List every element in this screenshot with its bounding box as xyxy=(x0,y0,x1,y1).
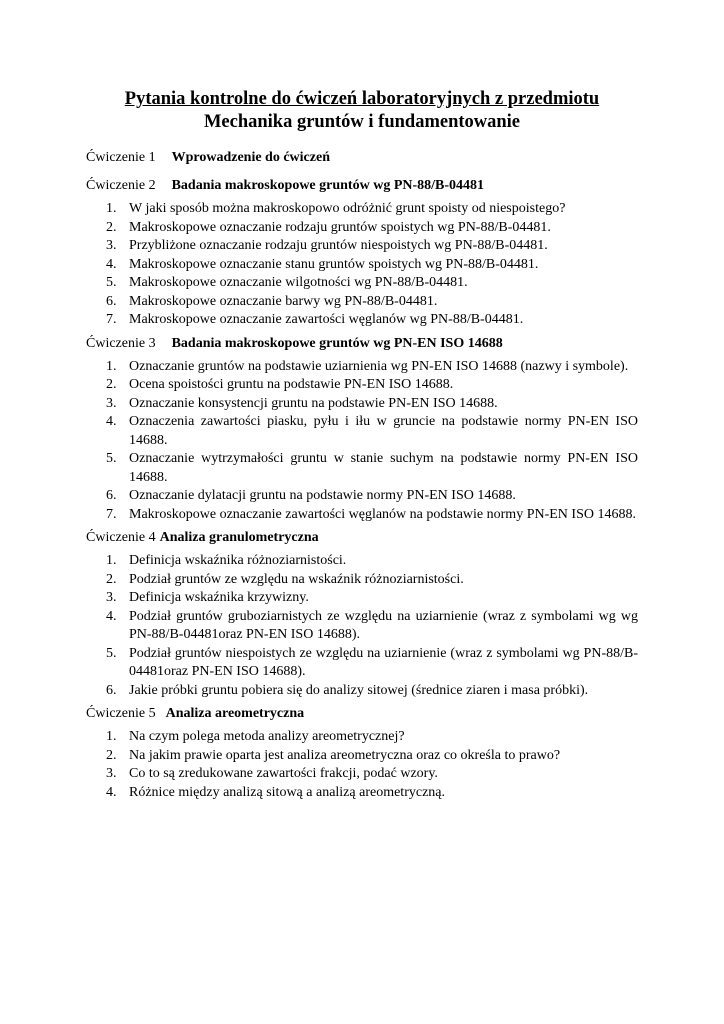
question-number: 1. xyxy=(106,729,117,744)
question-text: Definicja wskaźnika różnoziarnistości. xyxy=(129,553,347,568)
question-number: 2. xyxy=(106,747,117,763)
exercise-heading xyxy=(86,334,638,354)
question-text: Makroskopowe oznaczanie barwy wg PN-88/B-04481. xyxy=(129,293,438,309)
question-item xyxy=(86,608,638,645)
exercise-title: Badania makroskopowe gruntów wg PN-88/B-04481 xyxy=(171,178,485,193)
question-item xyxy=(86,765,638,784)
question-text: Przybliżone oznaczanie rodzaju gruntów niespoistych wg PN-88/B-04481. xyxy=(129,238,548,253)
exercise-heading xyxy=(86,148,638,168)
question-number: 3. xyxy=(106,395,117,411)
question-text: Co to są zredukowane zawartości frakcji, podać wzory. xyxy=(129,766,438,781)
question-item xyxy=(86,487,638,506)
question-item xyxy=(86,645,638,682)
question-text: Na jakim prawie oparta jest analiza areometryczna oraz co określa to prawo? xyxy=(129,747,561,763)
question-number: 4. xyxy=(106,784,117,800)
question-number: 3. xyxy=(106,238,117,253)
question-item xyxy=(86,256,638,275)
question-text: Podział gruntów gruboziarnistych ze względu na uziarnienie (wraz z symbolami wg wg PN-88/B-04481oraz PN-EN ISO 14688). xyxy=(129,608,638,642)
question-text: Makroskopowe oznaczanie stanu gruntów spoistych wg PN-88/B-04481. xyxy=(129,256,539,272)
question-number: 6. xyxy=(106,682,117,698)
exercise-heading xyxy=(86,704,638,724)
question-number: 1. xyxy=(106,201,117,216)
exercise-label: Ćwiczenie 3 xyxy=(86,335,156,351)
question-item xyxy=(86,747,638,766)
exercise-heading xyxy=(86,528,638,548)
question-number: 6. xyxy=(106,293,117,309)
question-list xyxy=(86,358,638,525)
exercise-list xyxy=(86,148,638,806)
question-number: 3. xyxy=(106,590,117,605)
question-number: 4. xyxy=(106,608,117,624)
question-item xyxy=(86,237,638,256)
exercise-title: Analiza areometryczna xyxy=(165,706,305,721)
question-text: Podział gruntów niespoistych ze względu na uziarnienie (wraz z symbolami wg PN-88/B-04481oraz PN-EN ISO 14688). xyxy=(129,645,638,679)
question-item xyxy=(86,552,638,571)
question-number: 2. xyxy=(106,571,117,587)
question-text: Oznaczanie konsystencji gruntu na podstawie PN-EN ISO 14688. xyxy=(129,395,498,411)
question-item xyxy=(86,728,638,747)
question-item xyxy=(86,571,638,590)
question-item xyxy=(86,293,638,312)
question-text: Oznaczanie gruntów na podstawie uziarnienia wg PN-EN ISO 14688 (nazwy i symbole). xyxy=(129,358,629,374)
question-text: Makroskopowe oznaczanie rodzaju gruntów spoistych wg PN-88/B-04481. xyxy=(129,219,551,235)
question-number: 4. xyxy=(106,256,117,272)
question-list xyxy=(86,200,638,330)
question-number: 5. xyxy=(106,645,117,661)
question-text: Makroskopowe oznaczanie wilgotności wg PN-88/B-04481. xyxy=(129,275,468,290)
question-text: Na czym polega metoda analizy areometrycznej? xyxy=(129,729,405,744)
question-number: 5. xyxy=(106,275,117,290)
question-list xyxy=(86,728,638,802)
exercise-title: Analiza granulometryczna xyxy=(159,530,319,545)
question-text: Definicja wskaźnika krzywizny. xyxy=(129,590,309,605)
exercise-label: Ćwiczenie 5 xyxy=(86,706,156,721)
question-text: Różnice między analizą sitową a analizą areometryczną. xyxy=(129,784,445,800)
exercise-title: Badania makroskopowe gruntów wg PN-EN ISO 14688 xyxy=(171,335,503,351)
document-title-line-1: Pytania kontrolne do ćwiczeń laboratoryjnych z przedmiotu xyxy=(124,89,600,109)
question-item xyxy=(86,784,638,803)
question-item xyxy=(86,219,638,238)
question-number: 2. xyxy=(106,377,117,392)
question-item xyxy=(86,311,638,330)
question-number: 6. xyxy=(106,488,117,503)
question-text: W jaki sposób można makroskopowo odróżnić grunt spoisty od niespoistego? xyxy=(129,201,566,216)
exercise-heading xyxy=(86,176,638,196)
question-text: Ocena spoistości gruntu na podstawie PN-EN ISO 14688. xyxy=(129,377,454,392)
question-text: Oznaczanie wytrzymałości gruntu w stanie suchym na podstawie normy PN-EN ISO 14688. xyxy=(129,451,638,485)
question-text: Makroskopowe oznaczanie zawartości węglanów wg PN-88/B-04481. xyxy=(129,312,524,327)
question-item xyxy=(86,682,638,701)
question-number: 7. xyxy=(106,312,117,327)
question-number: 7. xyxy=(106,506,117,522)
exercise-label: Ćwiczenie 4 xyxy=(86,530,156,545)
question-item xyxy=(86,413,638,450)
question-text: Oznaczenia zawartości piasku, pyłu i iłu w gruncie na podstawie normy PN-EN ISO 14688. xyxy=(129,414,638,448)
question-text: Jakie próbki gruntu pobiera się do analizy sitowej (średnice ziaren i masa próbki). xyxy=(129,682,589,698)
question-item xyxy=(86,376,638,395)
exercise-label: Ćwiczenie 2 xyxy=(86,178,156,193)
question-number: 5. xyxy=(106,451,117,466)
question-item xyxy=(86,589,638,608)
question-text: Makroskopowe oznaczanie zawartości węglanów na podstawie normy PN-EN ISO 14688. xyxy=(129,506,636,522)
exercise-label: Ćwiczenie 1 xyxy=(86,150,156,165)
question-number: 3. xyxy=(106,766,117,781)
question-item xyxy=(86,395,638,414)
question-text: Oznaczanie dylatacji gruntu na podstawie normy PN-EN ISO 14688. xyxy=(129,488,516,503)
question-number: 2. xyxy=(106,219,117,235)
question-item xyxy=(86,358,638,377)
question-item xyxy=(86,450,638,487)
question-number: 4. xyxy=(106,414,117,429)
question-list xyxy=(86,552,638,700)
question-item xyxy=(86,274,638,293)
exercise-title: Wprowadzenie do ćwiczeń xyxy=(171,150,330,165)
question-item xyxy=(86,506,638,525)
question-number: 1. xyxy=(106,553,117,568)
question-text: Podział gruntów ze względu na wskaźnik różnoziarnistości. xyxy=(129,571,464,587)
document-title-line-2: Mechanika gruntów i fundamentowanie xyxy=(203,112,521,132)
question-number: 1. xyxy=(106,358,117,374)
question-item xyxy=(86,200,638,219)
